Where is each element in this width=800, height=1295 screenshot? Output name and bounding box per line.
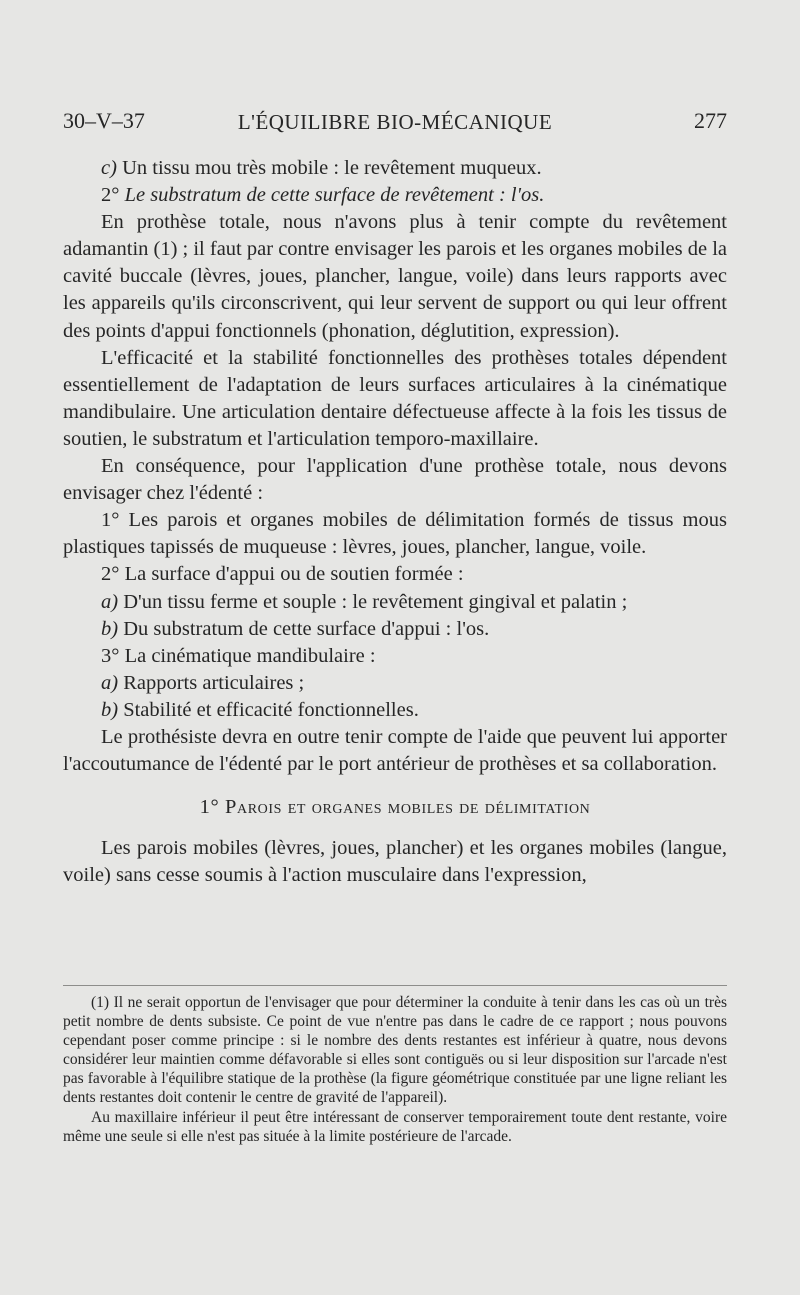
item-text: Le substratum de cette surface de revêtement : l'os.: [124, 184, 545, 207]
list-subitem: [63, 616, 727, 643]
list-item-substratum: [63, 182, 727, 209]
list-subitem: [63, 589, 727, 616]
paragraph: En prothèse totale, nous n'avons plus à tenir compte du revêtement adamantin (1) ; il faut par contre envisager les parois et les organes mobiles de la cavité buccale (lèvres, joues, plancher, langue, voile) dans leurs rapports avec les appareils qu'ils circonscrivent, qui leur servent de support ou qui leur offrent des points d'appui fonctionnels (phonation, déglutition, expression).: [63, 211, 727, 342]
item-text: Du substratum de cette surface d'appui : l'os.: [123, 617, 490, 640]
list-subitem: [63, 670, 727, 697]
item-text: Stabilité et efficacité fonctionnelles.: [123, 698, 419, 721]
footnotes: [63, 993, 727, 1146]
header-date: 30–V–37: [63, 108, 145, 133]
item-number: 2°: [101, 184, 120, 207]
paragraph: Les parois mobiles (lèvres, joues, plancher) et les organes mobiles (langue, voile) sans cesse soumis à l'action musculaire dans l'expression,: [63, 837, 727, 887]
paragraph: L'efficacité et la stabilité fonctionnelles des prothèses totales dépendent essentiellement de l'adaptation de leurs surfaces articulaires à la cinématique mandibulaire. Une articulation dentaire défectueuse affecte à la fois les tissus de soutien, le substratum et l'articulation temporo-maxillaire.: [63, 346, 727, 450]
footnote-continuation: Au maxillaire inférieur il peut être intéressant de conserver temporairement toute dent restante, voire même une seule si elle n'est pas située à la limite postérieure de l'arcade.: [63, 1108, 727, 1145]
list-item: 2° La surface d'appui ou de soutien formée :: [101, 563, 464, 586]
item-label: a): [101, 671, 119, 694]
paragraph: En conséquence, pour l'application d'une prothèse totale, nous devons envisager chez l'édenté :: [63, 455, 727, 505]
list-item: 1° Les parois et organes mobiles de délimitation formés de tissus mous plastiques tapissés de muqueuse : lèvres, joues, plancher, langue, voile.: [63, 509, 727, 559]
section-heading: 1° Parois et organes mobiles de délimitation: [199, 796, 591, 819]
running-header: [63, 108, 727, 144]
item-label: b): [101, 617, 119, 640]
list-subitem: [63, 697, 727, 724]
main-text: [63, 155, 727, 889]
footnote: (1) Il ne serait opportun de l'envisager que pour déterminer la conduite à tenir dans les cas où un très petit nombre de dents subsiste. Ce point de vue n'entre pas dans le cadre de ce rapport ; nous pouvons cependant poser comme principe : si le nombre des dents restantes est inférieur à quatre, nous devons considérer leur maintien comme défavorable si elles sont contiguës ou si leur disposition sur l'arcade n'est pas favorable à l'équilibre statique de la prothèse (la figure géométrique constituée par une ligne reliant les dents restantes doit contenir le centre de gravité de l'appareil).: [63, 994, 727, 1107]
list-item-c: [63, 155, 727, 182]
running-title: L'ÉQUILIBRE BIO-MÉCANIQUE: [237, 110, 553, 134]
list-item: 3° La cinématique mandibulaire :: [101, 644, 376, 667]
paragraph: Le prothésiste devra en outre tenir compte de l'aide que peuvent lui apporter l'accoutumance de l'édenté par le port antérieur de prothèses et sa collaboration.: [63, 725, 727, 776]
item-text: D'un tissu ferme et souple : le revêtement gingival et palatin ;: [123, 590, 628, 613]
item-text: Rapports articulaires ;: [123, 671, 305, 694]
footnote-divider: [63, 985, 727, 986]
page-number: 277: [694, 108, 727, 133]
item-label: a): [101, 590, 119, 613]
item-label: c): [101, 157, 117, 179]
item-text: Un tissu mou très mobile : le revêtement muqueux.: [122, 157, 542, 179]
item-label: b): [101, 698, 119, 721]
